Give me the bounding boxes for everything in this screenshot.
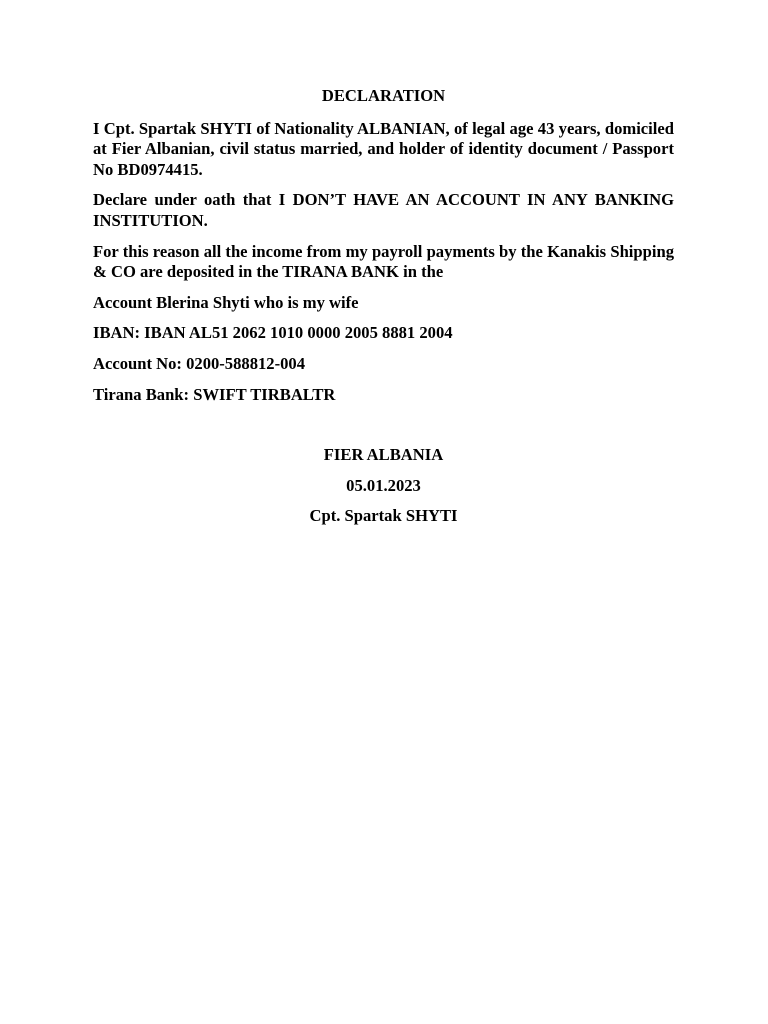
swift-line: Tirana Bank: SWIFT TIRBALTR: [93, 384, 336, 404]
declarant-identity-paragraph: I Cpt. Spartak SHYTI of Nationality ALBANIAN, of legal age 43 years, domiciled at Fier Albanian, civil status married, and holder of identity document / Passport No BD0974415.: [93, 118, 674, 179]
income-deposit-paragraph: For this reason all the income from my payroll payments by the Kanakis Shipping & CO are deposited in the TIRANA BANK in the: [93, 241, 674, 282]
date-line: 05.01.2023: [346, 475, 421, 495]
declaration-document: [93, 86, 674, 537]
signatory-line: Cpt. Spartak SHYTI: [309, 506, 458, 526]
document-title: DECLARATION: [321, 86, 446, 105]
spacer: [93, 415, 674, 445]
oath-statement-paragraph: Declare under oath that I DON’T HAVE AN ACCOUNT IN ANY BANKING INSTITUTION.: [93, 190, 674, 230]
iban-line: IBAN: IBAN AL51 2062 1010 0000 2005 8881 2004: [93, 323, 453, 343]
place-line: FIER ALBANIA: [323, 445, 444, 465]
account-number-line: Account No: 0200-588812-004: [93, 353, 306, 373]
account-holder-line: Account Blerina Shyti who is my wife: [93, 292, 359, 312]
